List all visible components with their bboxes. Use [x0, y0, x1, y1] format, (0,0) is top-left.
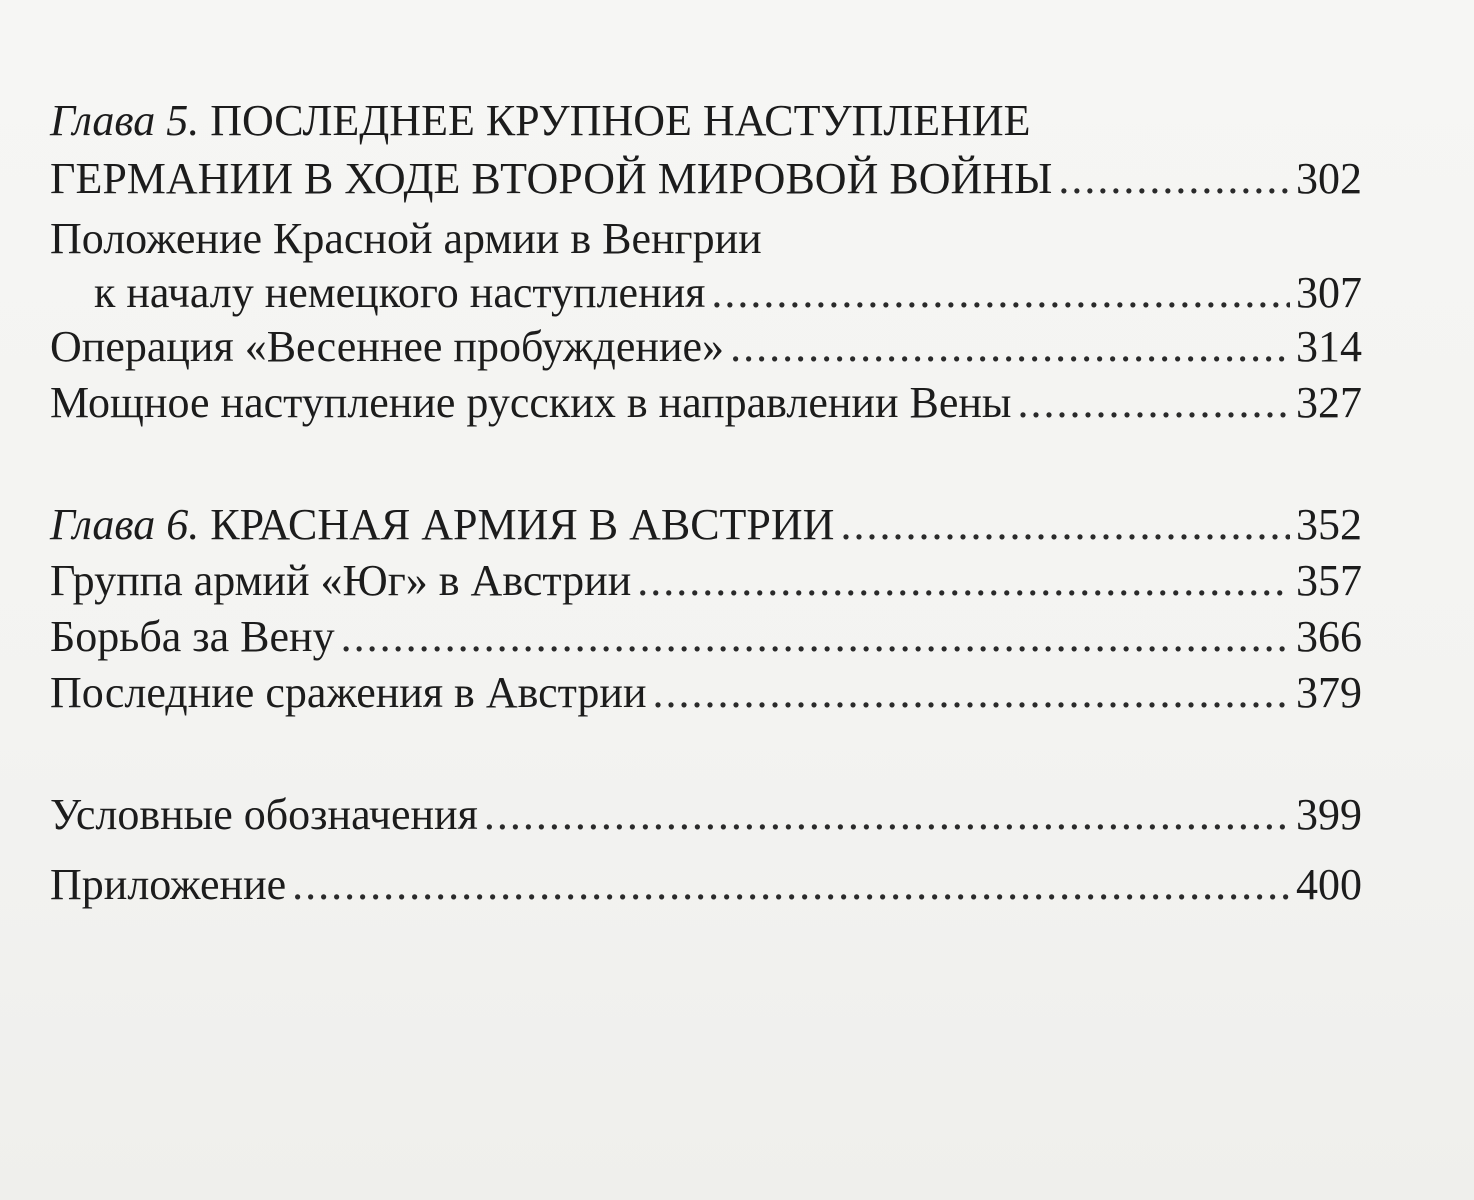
- toc-entry-appendix: [50, 856, 1362, 914]
- section-title: Операция «Весеннее пробуждение»: [50, 322, 725, 371]
- toc-entry-text: [50, 496, 834, 554]
- chapter-label: Глава 5.: [50, 96, 200, 145]
- chapter-title-continued: ГЕРМАНИИ В ХОДЕ ВТОРОЙ МИРОВОЙ ВОЙНЫ: [50, 154, 1053, 203]
- dot-leader: [730, 318, 1290, 376]
- toc-entry: [50, 552, 1362, 610]
- toc-entry-legend: [50, 786, 1362, 844]
- dot-leader: [1018, 374, 1291, 432]
- toc-entry-section-line1: [50, 210, 1362, 268]
- section-title-continued: к началу немецкого наступления: [94, 268, 706, 317]
- toc-entry-chapter5-title-line2: [50, 150, 1362, 208]
- section-title: Борьба за Вену: [50, 612, 335, 661]
- section-title: Условные обозначения: [50, 790, 478, 839]
- page-number: 357: [1296, 556, 1362, 605]
- toc-entry-chapter6: [50, 496, 1362, 554]
- page-number: 314: [1296, 322, 1362, 371]
- dot-leader: [653, 664, 1290, 722]
- chapter-title: КРАСНАЯ АРМИЯ В АВСТРИИ: [210, 500, 835, 549]
- section-title: Приложение: [50, 860, 287, 909]
- section-title: Мощное наступление русских в направлении Вены: [50, 378, 1012, 427]
- chapter-label: Глава 6.: [50, 500, 200, 549]
- dot-leader: [711, 264, 1290, 322]
- toc-entry: [50, 318, 1362, 376]
- dot-leader: [292, 856, 1290, 914]
- toc-entry: [50, 664, 1362, 722]
- page-number: 399: [1296, 790, 1362, 839]
- toc-entry-text: [50, 92, 1031, 150]
- toc-entry: [50, 374, 1362, 432]
- page-number: 302: [1296, 154, 1362, 203]
- page-number: 307: [1296, 268, 1362, 317]
- page-number: 400: [1296, 860, 1362, 909]
- dot-leader: [341, 608, 1290, 666]
- section-title: Положение Красной армии в Венгрии: [50, 214, 762, 263]
- dot-leader: [1058, 150, 1290, 208]
- chapter-title: ПОСЛЕДНЕЕ КРУПНОЕ НАСТУПЛЕНИЕ: [210, 96, 1031, 145]
- page-number: 327: [1296, 378, 1362, 427]
- toc-entry-chapter5-title-line1: [50, 92, 1362, 150]
- page-number: 352: [1296, 500, 1362, 549]
- section-title: Группа армий «Юг» в Австрии: [50, 556, 632, 605]
- page-number: 366: [1296, 612, 1362, 661]
- section-title: Последние сражения в Австрии: [50, 668, 647, 717]
- toc-entry: [50, 608, 1362, 666]
- dot-leader: [484, 786, 1290, 844]
- dot-leader: [840, 496, 1290, 554]
- dot-leader: [637, 552, 1290, 610]
- toc-entry-section-line2: [94, 264, 1362, 322]
- page-number: 379: [1296, 668, 1362, 717]
